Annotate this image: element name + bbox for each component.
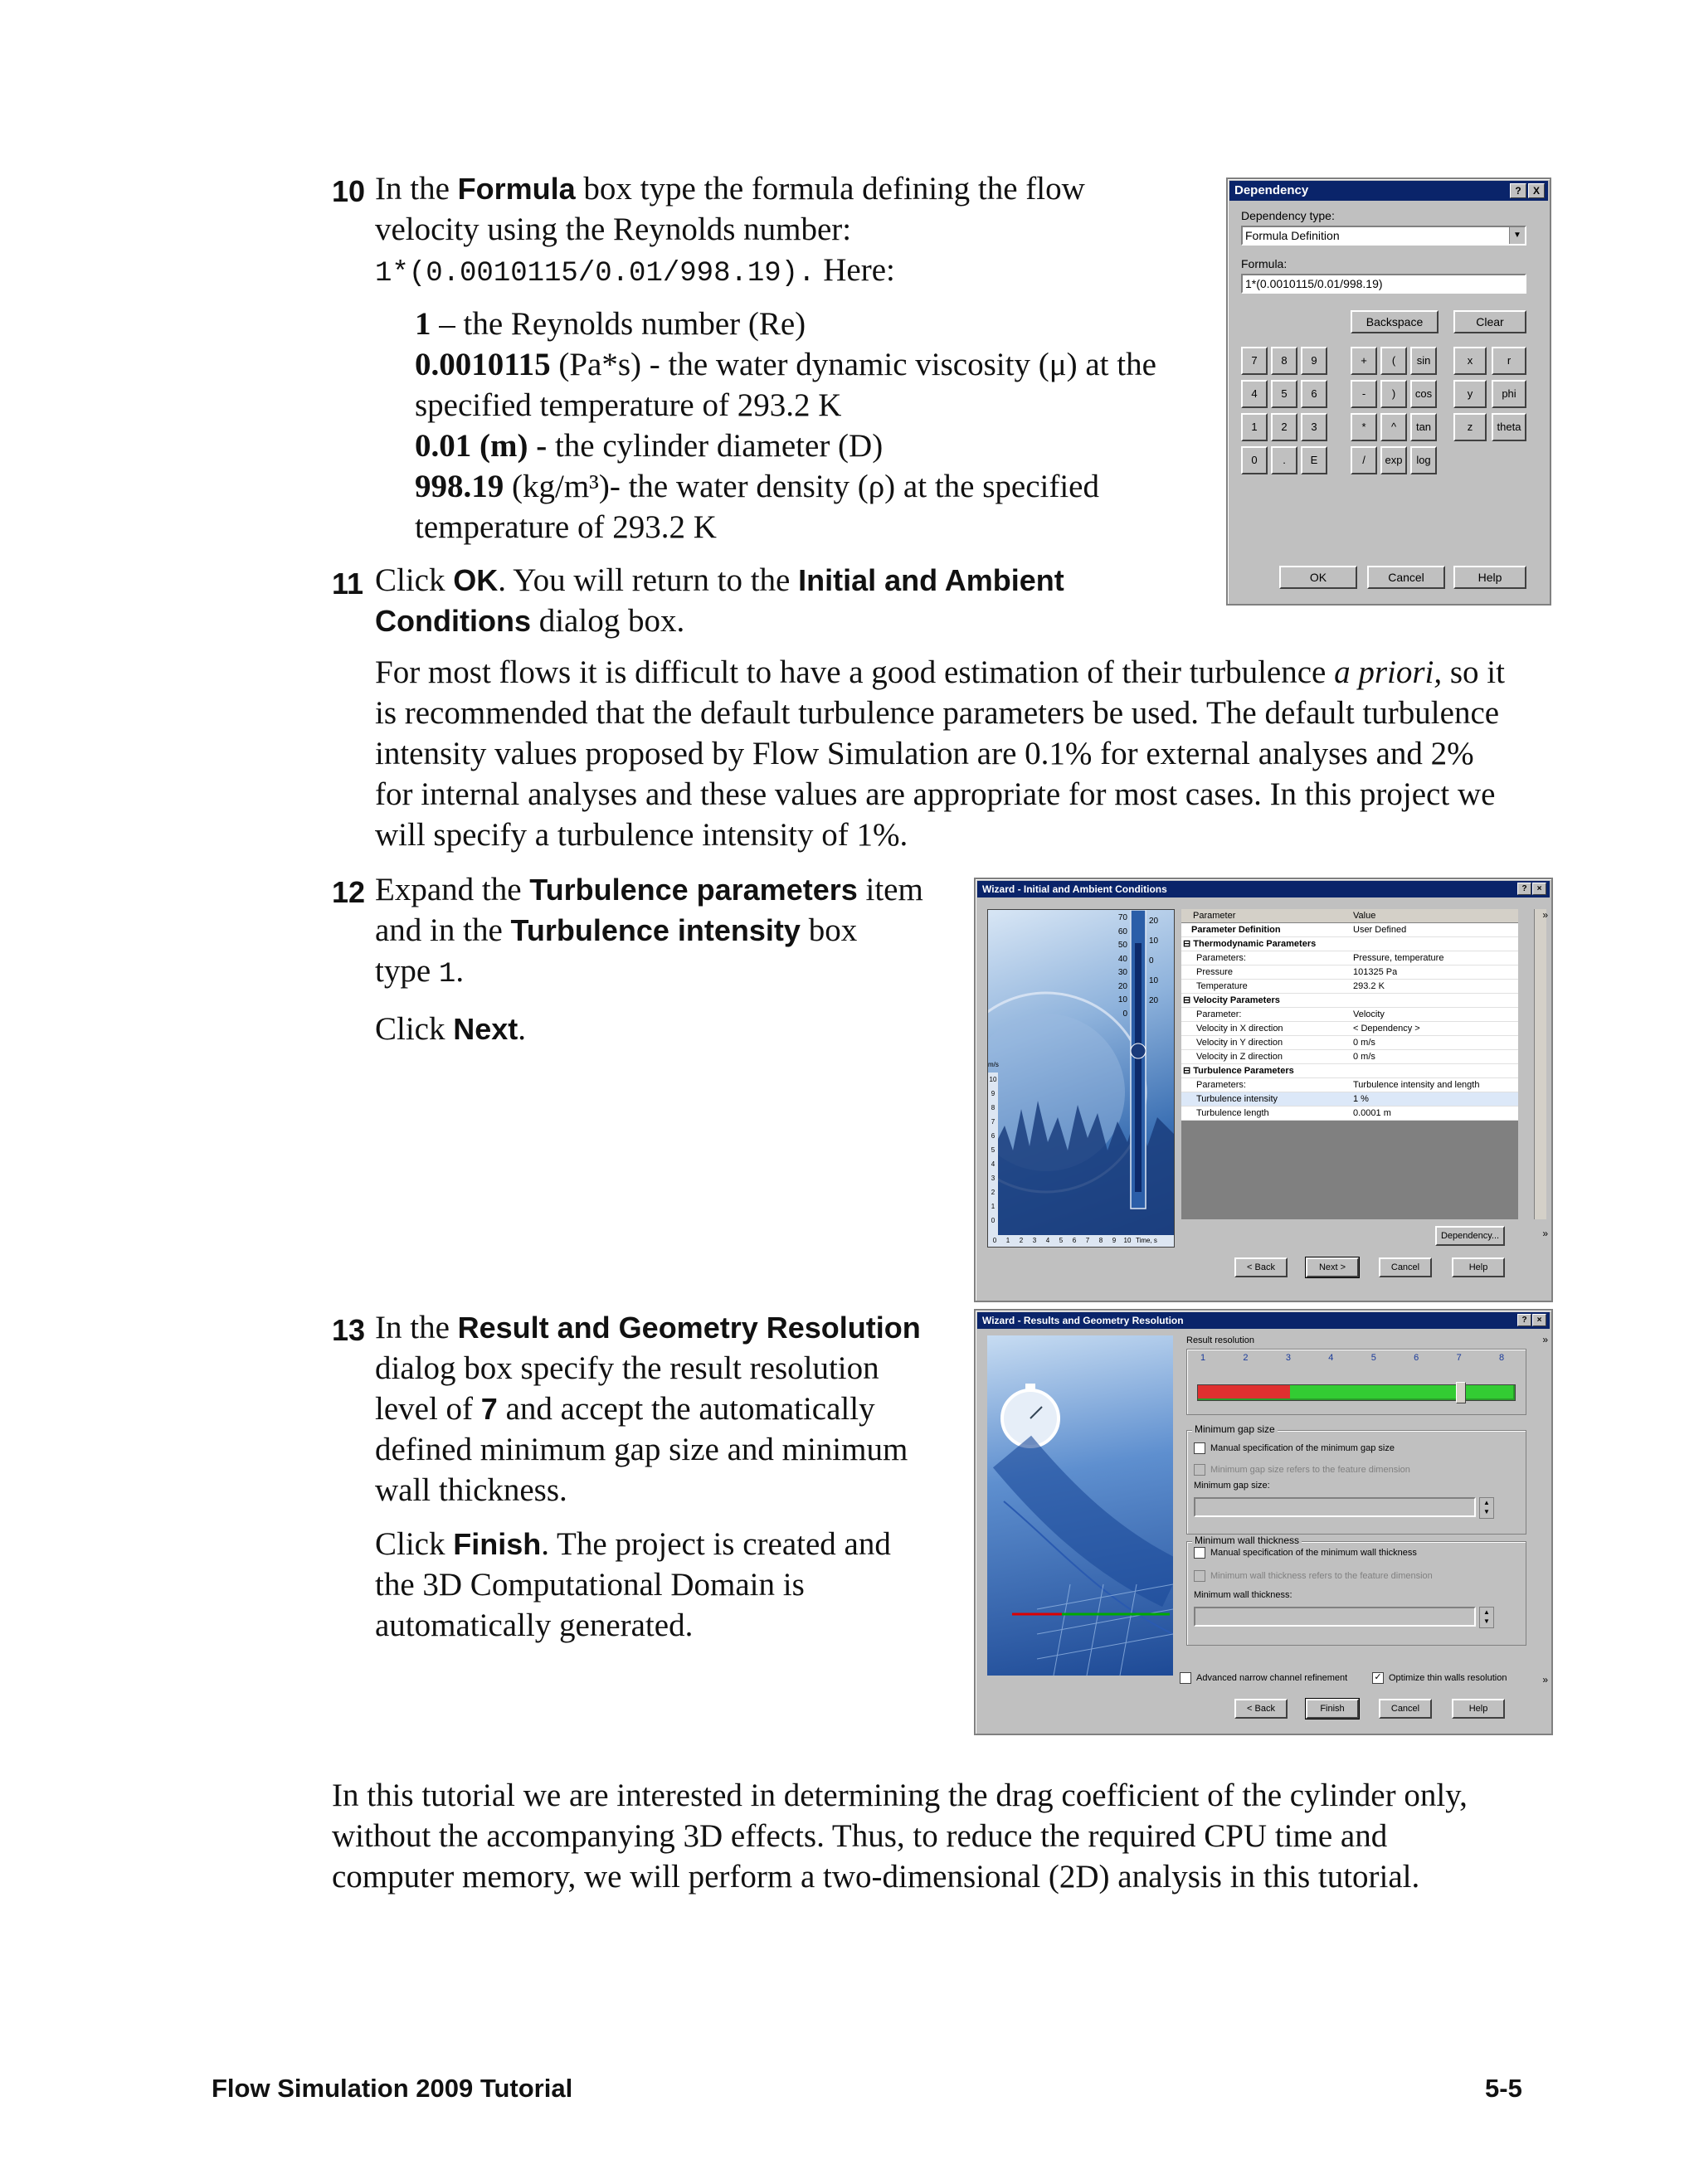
wizard-illustration	[987, 1335, 1173, 1676]
text-run: Expand the	[375, 872, 530, 907]
group-title: Minimum wall thickness	[1192, 1535, 1302, 1546]
param-value: Velocity	[1353, 1009, 1385, 1019]
text-run: .	[518, 1011, 527, 1047]
text-line: In this tutorial we are interested in determining the drag coefficient of the cylinder only,	[332, 1778, 1468, 1813]
param-name: Turbulence length	[1196, 1108, 1269, 1118]
text-run-bold: Initial and Ambient	[798, 563, 1064, 597]
key-divide[interactable]: /	[1351, 446, 1377, 474]
param-name: Parameters:	[1196, 1080, 1246, 1090]
text-run: so it	[1442, 654, 1505, 690]
text-run: Here:	[815, 252, 895, 288]
table-row[interactable]	[1181, 1050, 1518, 1064]
scale-tick: 20	[1149, 917, 1159, 926]
checkbox-label: Manual specification of the minimum wall thickness	[1210, 1547, 1417, 1558]
param-name: ⊟ Velocity Parameters	[1183, 995, 1280, 1005]
level-label: 8	[1499, 1353, 1505, 1363]
param-value: 0.0001 m	[1353, 1108, 1391, 1118]
key-3[interactable]: 3	[1301, 413, 1327, 441]
key-close-paren[interactable]: )	[1380, 380, 1407, 408]
axis-tick: 5	[1059, 1237, 1064, 1244]
table-row[interactable]	[1181, 1078, 1518, 1092]
key-power[interactable]: ^	[1380, 413, 1407, 441]
key-4[interactable]: 4	[1241, 380, 1268, 408]
param-value: 0 m/s	[1353, 1038, 1375, 1048]
formula-text: 1*(0.0010115/0.01/998.19).	[375, 258, 815, 289]
table-row[interactable]	[1181, 1064, 1518, 1078]
axis-tick: 9	[1112, 1237, 1117, 1244]
key-9[interactable]: 9	[1301, 347, 1327, 375]
checkbox-label: Minimum gap size refers to the feature dimension	[1210, 1464, 1410, 1475]
param-name: Temperature	[1196, 981, 1248, 991]
axis-tick: 8	[1098, 1237, 1103, 1244]
result-resolution-group	[1186, 1349, 1526, 1415]
key-y[interactable]: y	[1453, 380, 1487, 408]
key-multiply[interactable]: *	[1351, 413, 1377, 441]
axis-tick: 5	[991, 1146, 996, 1154]
text-run-mono: 1	[438, 959, 456, 990]
scale-tick: 60	[1117, 927, 1127, 936]
back-button[interactable]: < Back	[1234, 1699, 1288, 1719]
text-run-bold: OK	[453, 563, 499, 597]
wizard-results-dialog	[974, 1309, 1553, 1735]
text-run-bold: Next	[453, 1012, 518, 1046]
gap-feature-checkbox[interactable]	[1194, 1464, 1410, 1476]
key-8[interactable]: 8	[1271, 347, 1297, 375]
checkbox-label: Manual specification of the minimum gap size	[1210, 1442, 1395, 1453]
step-number: 11	[332, 567, 364, 601]
level-label: 3	[1285, 1353, 1291, 1363]
wall-thickness-group	[1186, 1535, 1526, 1646]
axis-tick: 9	[991, 1090, 996, 1097]
close-icon[interactable]: ×	[1532, 883, 1546, 895]
param-name: Parameter:	[1196, 1009, 1242, 1019]
back-button[interactable]: < Back	[1234, 1257, 1288, 1277]
formula-label: Formula:	[1241, 257, 1288, 270]
backspace-button[interactable]: Backspace	[1351, 310, 1439, 333]
key-log[interactable]: log	[1410, 446, 1437, 474]
collapse-icon[interactable]: »	[1542, 1228, 1548, 1239]
scale-tick: 10	[1149, 936, 1159, 946]
axis-tick: 2	[991, 1189, 996, 1196]
axis-tick: 4	[991, 1160, 996, 1168]
step12-text	[375, 869, 939, 1049]
scrollbar[interactable]	[1534, 909, 1546, 1219]
axis-tick: 4	[1045, 1237, 1050, 1244]
level-label: 5	[1370, 1353, 1376, 1363]
result-resolution-label: Result resolution	[1186, 1335, 1254, 1345]
dependency-type-label: Dependency type:	[1241, 209, 1335, 222]
param-value[interactable]: 1 %	[1353, 1094, 1369, 1104]
text-line: without the accompanying 3D effects. Thus, to reduce the required CPU time and	[332, 1818, 1388, 1854]
dependency-dialog	[1226, 178, 1551, 606]
key-sin[interactable]: sin	[1410, 347, 1437, 375]
clear-button[interactable]: Clear	[1453, 310, 1526, 333]
key-exp[interactable]: exp	[1380, 446, 1407, 474]
param-value: User Defined	[1353, 925, 1407, 935]
param-value: 293.2 K	[1353, 981, 1385, 991]
key-theta[interactable]: theta	[1492, 413, 1526, 441]
text-line: computer memory, we will perform a two-dimensional (2D) analysis in this tutorial.	[332, 1859, 1420, 1895]
axis-tick: 8	[991, 1104, 996, 1111]
axis-tick: 0	[991, 1217, 996, 1224]
step11-text	[375, 560, 1188, 641]
help-button[interactable]: Help	[1453, 566, 1526, 589]
dependency-type-value: Formula Definition	[1245, 229, 1340, 242]
step10-items	[415, 304, 1211, 547]
dialog-title: Dependency	[1234, 183, 1309, 197]
param-name: Pressure	[1196, 967, 1234, 977]
axis-tick: 10	[989, 1076, 997, 1083]
level-label: 7	[1456, 1353, 1462, 1363]
expand-icon[interactable]: »	[1542, 909, 1548, 921]
scale-tick: 20	[1117, 981, 1127, 991]
help-icon[interactable]: ?	[1510, 183, 1526, 198]
param-value: < Dependency >	[1353, 1024, 1420, 1034]
checkbox-box[interactable]	[1194, 1442, 1205, 1454]
key-dot[interactable]: .	[1271, 446, 1297, 474]
checkbox-label: Advanced narrow channel refinement	[1196, 1672, 1348, 1683]
scale-tick: 20	[1149, 996, 1159, 1005]
table-row[interactable]	[1181, 1008, 1518, 1022]
param-name: Velocity in Y direction	[1196, 1038, 1283, 1048]
text-run: velocity using the Reynolds number:	[375, 212, 852, 247]
resolution-slider-thumb[interactable]	[1456, 1382, 1466, 1403]
resolution-slider-track[interactable]	[1197, 1384, 1516, 1401]
text-run: For most flows it is difficult to have a good estimation of their turbulence	[375, 654, 1335, 690]
key-2[interactable]: 2	[1271, 413, 1297, 441]
item-text: (kg/m³)- the water density (ρ) at the specified	[504, 469, 1099, 504]
step-number: 10	[332, 174, 366, 208]
checkbox-box[interactable]	[1194, 1547, 1205, 1559]
text-line: for internal analyses and these values are appropriate for most cases. In this project we	[375, 776, 1496, 812]
param-value: 101325 Pa	[1353, 967, 1398, 977]
param-value: Turbulence intensity and length	[1353, 1080, 1480, 1090]
scale-tick: 50	[1117, 941, 1127, 950]
table-row[interactable]	[1181, 1022, 1518, 1036]
dependency-type-select[interactable]	[1241, 226, 1526, 246]
formula-input[interactable]: 1*(0.0010115/0.01/998.19)	[1241, 274, 1526, 294]
level-label: 2	[1243, 1353, 1249, 1363]
cancel-button[interactable]: Cancel	[1379, 1257, 1432, 1277]
text-line: dialog box specify the result resolution	[375, 1350, 879, 1386]
text-run: and accept the automatically	[497, 1391, 875, 1427]
close-icon[interactable]: ×	[1532, 1314, 1546, 1326]
text-run: box	[800, 912, 858, 948]
next-button[interactable]: Next >	[1306, 1257, 1359, 1277]
chart-y-axis	[988, 1073, 998, 1235]
chart-x-axis	[988, 1235, 1174, 1247]
param-name: Turbulence intensity	[1196, 1094, 1278, 1104]
scale-tick: 0	[1122, 1009, 1127, 1019]
help-icon[interactable]: ?	[1517, 883, 1531, 895]
finish-button[interactable]: Finish	[1306, 1699, 1359, 1719]
table-header	[1181, 909, 1518, 923]
dependency-button[interactable]: Dependency...	[1435, 1226, 1505, 1246]
axis-tick: 6	[1072, 1237, 1077, 1244]
slider-low-segment	[1198, 1385, 1290, 1398]
column-header: Value	[1353, 911, 1376, 921]
help-button[interactable]: Help	[1452, 1699, 1505, 1719]
param-value: 0 m/s	[1353, 1052, 1375, 1062]
item-bold: 998.19	[415, 469, 504, 504]
text-run: In the	[375, 1310, 458, 1345]
level-label: 6	[1414, 1353, 1419, 1363]
gap-size-group	[1186, 1423, 1526, 1535]
dialog-titlebar	[1229, 181, 1548, 201]
key-open-paren[interactable]: (	[1380, 347, 1407, 375]
axis-tick: 1	[991, 1203, 996, 1210]
checkbox-box	[1194, 1464, 1205, 1476]
axis-tick: 1	[1005, 1237, 1010, 1244]
table-row[interactable]	[1181, 980, 1518, 994]
footer-title: Flow Simulation 2009 Tutorial	[212, 2074, 573, 2103]
wizard-initial-conditions-dialog	[974, 878, 1553, 1302]
optimize-thin-walls-checkbox[interactable]	[1372, 1672, 1507, 1684]
key-r[interactable]: r	[1492, 347, 1526, 375]
level-label: 1	[1200, 1353, 1206, 1363]
spinner-arrows-icon[interactable]: ▲ ▼	[1479, 1607, 1494, 1628]
text-run-bold: Formula	[457, 172, 576, 206]
text-run: Click	[375, 562, 454, 598]
parameters-table	[1181, 909, 1518, 1219]
axis-tick: 6	[991, 1132, 996, 1140]
thermo-scale	[1104, 912, 1127, 1021]
param-name: ⊟ Thermodynamic Parameters	[1183, 939, 1317, 949]
text-run: . The project is created and	[541, 1526, 891, 1562]
axis-tick: 7	[991, 1118, 996, 1126]
text-run: level of	[375, 1391, 481, 1427]
table-row[interactable]	[1181, 994, 1518, 1008]
step10-text	[375, 168, 1188, 294]
scale-tick: 10	[1117, 995, 1127, 1004]
table-row[interactable]	[1181, 1107, 1518, 1121]
item-text: (Pa*s) - the water dynamic viscosity (μ) at the	[550, 347, 1156, 382]
item-bold: 0.0010115	[415, 347, 551, 382]
wall-feature-checkbox[interactable]	[1194, 1570, 1433, 1582]
close-icon[interactable]: X	[1528, 183, 1545, 198]
text-run-italic: a priori,	[1334, 654, 1443, 690]
text-line: the 3D Computational Domain is	[375, 1567, 805, 1603]
text-run: Click	[375, 1526, 454, 1562]
key-tan[interactable]: tan	[1410, 413, 1437, 441]
step-number: 13	[332, 1313, 366, 1347]
checkbox-box	[1194, 1570, 1205, 1582]
key-1[interactable]: 1	[1241, 413, 1268, 441]
ok-button[interactable]: OK	[1279, 566, 1357, 589]
key-6[interactable]: 6	[1301, 380, 1327, 408]
axis-tick: 2	[1019, 1237, 1024, 1244]
axis-tick: 7	[1085, 1237, 1090, 1244]
axis-tick: 3	[1032, 1237, 1037, 1244]
cancel-button[interactable]: Cancel	[1379, 1699, 1432, 1719]
dialog-title: Wizard - Initial and Ambient Conditions	[982, 883, 1167, 895]
text-line: will specify a turbulence intensity of 1%.	[375, 817, 908, 853]
table-row[interactable]	[1181, 1092, 1518, 1107]
key-e[interactable]: E	[1301, 446, 1327, 474]
table-row[interactable]	[1181, 1036, 1518, 1050]
text-run-bold: Turbulence parameters	[529, 873, 858, 907]
slider-high-segment	[1290, 1385, 1513, 1398]
axis-tick: 0	[992, 1237, 997, 1244]
table-row[interactable]	[1181, 951, 1518, 966]
turbulence-paragraph	[375, 652, 1553, 855]
param-name: Parameter Definition	[1191, 925, 1281, 935]
collapse-icon[interactable]: »	[1542, 1674, 1548, 1685]
key-minus[interactable]: -	[1351, 380, 1377, 408]
text-line: wall thickness.	[375, 1472, 567, 1508]
param-name: Velocity in X direction	[1196, 1024, 1283, 1034]
text-run-bold: Finish	[453, 1527, 542, 1561]
step13-text	[375, 1307, 939, 1646]
gap-manual-checkbox[interactable]	[1194, 1442, 1395, 1454]
axis-tick: 10	[1123, 1237, 1132, 1244]
text-run: item	[857, 872, 923, 907]
spinner-arrows-icon[interactable]: ▲ ▼	[1479, 1497, 1494, 1519]
level-label: 4	[1328, 1353, 1334, 1363]
expand-icon[interactable]: »	[1542, 1334, 1548, 1345]
axis-tick: 3	[991, 1175, 996, 1182]
wizard-illustration	[987, 909, 1175, 1248]
param-name: Parameters:	[1196, 953, 1246, 963]
column-header: Parameter	[1193, 911, 1236, 921]
text-run-bold: Conditions	[375, 604, 531, 638]
gap-size-input[interactable]	[1194, 1497, 1476, 1517]
item-text: – the Reynolds number (Re)	[431, 306, 806, 342]
key-cos[interactable]: cos	[1410, 380, 1437, 408]
key-7[interactable]: 7	[1241, 347, 1268, 375]
wall-field-label: Minimum wall thickness:	[1194, 1590, 1293, 1600]
help-button[interactable]: Help	[1452, 1257, 1505, 1277]
axis-y-label: m/s	[988, 1061, 999, 1068]
wall-thickness-input[interactable]	[1194, 1607, 1476, 1627]
item-bold: 1	[415, 306, 431, 342]
scale-tick: 70	[1117, 913, 1127, 922]
text-line: is recommended that the default turbulence parameters be used. The default turbulence	[375, 695, 1500, 731]
scale-tick: 10	[1149, 976, 1159, 985]
item-text: temperature of 293.2 K	[415, 509, 717, 545]
dialog-titlebar	[977, 881, 1550, 897]
text-line: automatically generated.	[375, 1608, 694, 1643]
text-run: type	[375, 953, 439, 989]
gap-field-label: Minimum gap size:	[1194, 1481, 1270, 1491]
thermo-scale-right	[1149, 912, 1158, 1011]
stopwatch-icon	[987, 1335, 1173, 1676]
table-row[interactable]	[1181, 923, 1518, 937]
scale-tick: 40	[1117, 954, 1127, 964]
text-run: dialog box.	[530, 603, 685, 639]
dialog-titlebar	[977, 1312, 1550, 1329]
checkbox-box[interactable]	[1180, 1672, 1191, 1684]
text-run-bold: 7	[480, 1392, 498, 1426]
dialog-title: Wizard - Results and Geometry Resolution	[982, 1315, 1184, 1326]
key-plus[interactable]: +	[1351, 347, 1377, 375]
checkbox-label: Optimize thin walls resolution	[1389, 1672, 1507, 1683]
text-line: defined minimum gap size and minimum	[375, 1432, 908, 1467]
text-run: Click	[375, 1011, 454, 1047]
text-run: . You will return to the	[498, 562, 799, 598]
scale-tick: 0	[1149, 956, 1154, 966]
item-text: the cylinder diameter (D)	[547, 428, 884, 464]
axis-x-label: Time, s	[1136, 1237, 1157, 1244]
step-number: 12	[332, 875, 366, 909]
text-run-bold: Result and Geometry Resolution	[457, 1311, 921, 1345]
page-number: 5-5	[1485, 2074, 1522, 2103]
param-name: ⊟ Turbulence Parameters	[1183, 1066, 1294, 1076]
key-phi[interactable]: phi	[1492, 380, 1526, 408]
table-row[interactable]	[1181, 966, 1518, 980]
text-run: and in the	[375, 912, 511, 948]
text-run: In the	[375, 171, 458, 207]
text-line: intensity values proposed by Flow Simulation are 0.1% for external analyses and 2%	[375, 736, 1474, 771]
key-5[interactable]: 5	[1271, 380, 1297, 408]
chevron-down-icon[interactable]: ▼	[1509, 227, 1525, 244]
scale-tick: 30	[1117, 968, 1127, 977]
key-z[interactable]: z	[1453, 413, 1487, 441]
text-run: .	[455, 953, 465, 989]
advanced-narrow-checkbox[interactable]	[1180, 1672, 1347, 1684]
checkbox-label: Minimum wall thickness refers to the feature dimension	[1210, 1570, 1433, 1581]
help-icon[interactable]: ?	[1517, 1314, 1531, 1326]
group-title: Minimum gap size	[1192, 1423, 1278, 1435]
wall-manual-checkbox[interactable]	[1194, 1547, 1417, 1559]
key-0[interactable]: 0	[1241, 446, 1268, 474]
key-x[interactable]: x	[1453, 347, 1487, 375]
text-run: box type the formula defining the flow	[575, 171, 1085, 207]
text-run-bold: Turbulence intensity	[510, 913, 801, 947]
table-row[interactable]	[1181, 937, 1518, 951]
gauge-icon	[988, 910, 1174, 1247]
checkbox-box[interactable]: ✓	[1372, 1672, 1384, 1684]
resolution-level-labels	[1195, 1353, 1516, 1366]
item-text: specified temperature of 293.2 K	[415, 387, 842, 423]
cancel-button[interactable]: Cancel	[1367, 566, 1445, 589]
param-value: Pressure, temperature	[1353, 953, 1444, 963]
param-name: Velocity in Z direction	[1196, 1052, 1283, 1062]
closing-paragraph	[332, 1775, 1543, 1897]
item-bold: 0.01 (m) -	[415, 428, 548, 464]
